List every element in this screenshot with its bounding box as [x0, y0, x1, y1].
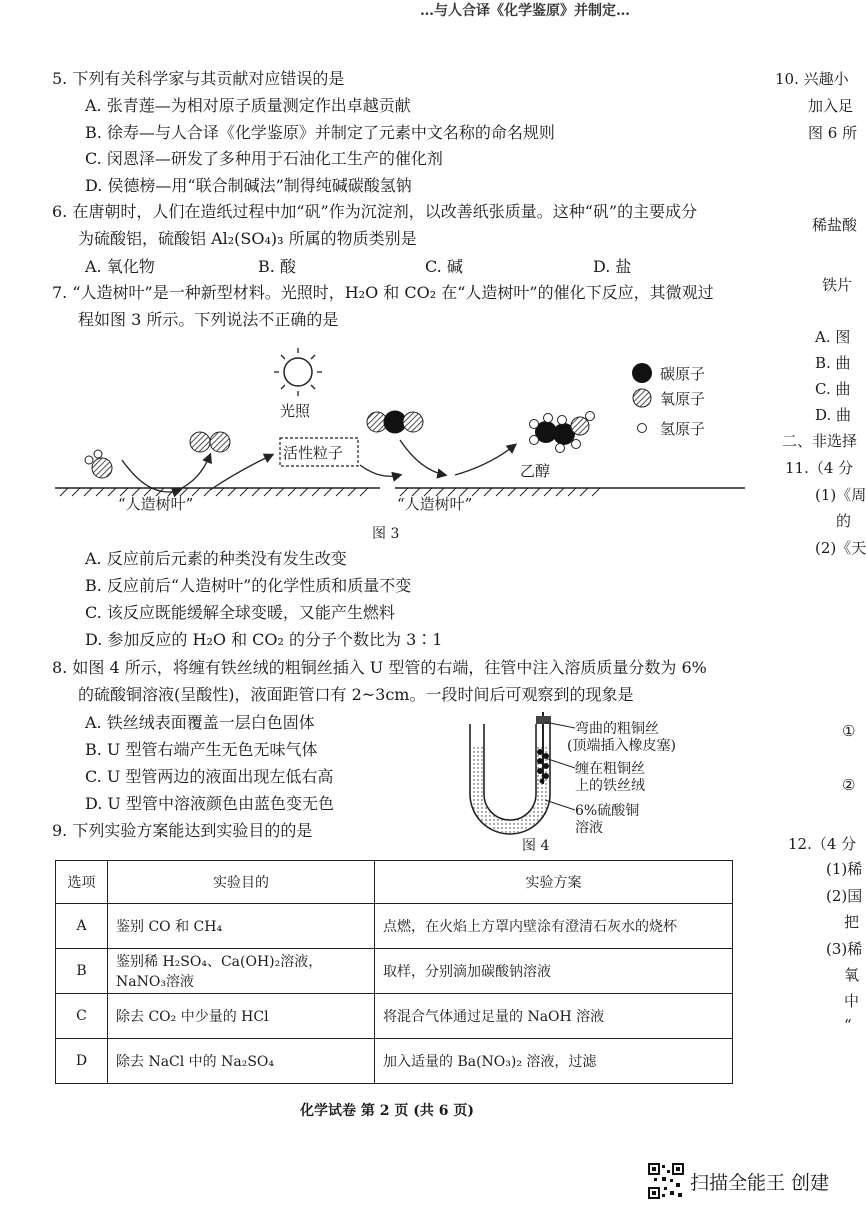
table-cell-purpose: 鉴别稀 H₂SO₄、Ca(OH)₂溶液，NaNO₃溶液 — [108, 949, 375, 994]
table-cell-option: D — [56, 1039, 108, 1084]
q7-option-b: B. 反应前后“人造树叶”的化学性质和质量不变 — [85, 576, 412, 595]
table-cell-plan: 点燃，在火焰上方罩内壁涂有澄清石灰水的烧杯 — [375, 904, 733, 949]
table-cell-purpose: 除去 CO₂ 中少量的 HCl — [108, 994, 375, 1039]
light-label: 光照 — [280, 402, 311, 420]
q8-option-d: D. U 型管中溶液颜色由蓝色变无色 — [85, 794, 335, 813]
q5-option-c: C. 闵恩泽—研发了多种用于石油化工生产的催化剂 — [85, 149, 443, 168]
table-header-option: 选项 — [56, 861, 108, 904]
table-cell-option: A — [56, 904, 108, 949]
q6-option-c: C. 碱 — [425, 257, 463, 276]
table-cell-plan: 加入适量的 Ba(NO₃)₂ 溶液，过滤 — [375, 1039, 733, 1084]
header-fragment: …与人合译《化学鉴原》并制定… — [420, 3, 630, 19]
q10-fragment-3: 图 6 所 — [808, 124, 858, 142]
q11-1b-fragment: 的 — [836, 512, 852, 530]
fig4-label-wool-1: 缠在粗铜丝 — [575, 761, 645, 777]
q8-option-c: C. U 型管两边的液面出现左低右高 — [85, 767, 334, 786]
fig4-label-copper-1: 弯曲的粗铜丝 — [575, 721, 659, 737]
circled-1-fragment: ① — [842, 722, 856, 740]
table-cell-purpose: 除去 NaCl 中的 Na₂SO₄ — [108, 1039, 375, 1084]
q5-option-b: B. 徐寿—与人合译《化学鉴原》并制定了元素中文名称的命名规则 — [85, 123, 555, 142]
q12-3-fragment: (3)稀 — [826, 940, 863, 958]
q10-option-d-fragment: D. 曲 — [815, 406, 852, 424]
fig4-label-wool-2: 上的铁丝绒 — [575, 778, 645, 794]
q6-option-a: A. 氧化物 — [85, 257, 155, 276]
q12-3c-fragment: 中 — [844, 992, 860, 1010]
q6-option-d: D. 盐 — [593, 257, 632, 276]
question-8-stem-1: 8. 如图 4 所示，将缠有铁丝绒的粗铜丝插入 U 型管的右端，往管中注入溶质质量分数为 6% — [52, 658, 707, 677]
q7-option-c: C. 该反应既能缓解全球变暖，又能产生燃料 — [85, 603, 395, 622]
question-9-stem: 9. 下列实验方案能达到实验目的的是 — [52, 821, 313, 840]
q12-3b-fragment: 氧 — [844, 966, 860, 984]
q5-option-a: A. 张青莲—为相对原子质量测定作出卓越贡献 — [85, 96, 411, 115]
q12-fragment: 12.（4 分 — [788, 835, 857, 853]
q10-option-b-fragment: B. 曲 — [815, 354, 851, 372]
figure-3-caption: 图 3 — [372, 526, 400, 542]
q10-fragment-1: 10. 兴趣小 — [775, 70, 849, 88]
table-header-purpose: 实验目的 — [108, 861, 375, 904]
question-7-stem-2: 程如图 3 所示。下列说法不正确的是 — [78, 310, 339, 329]
legend-hydrogen: 氢原子 — [660, 420, 706, 438]
leaf-label-left: “人造树叶” — [118, 495, 194, 513]
circled-2-fragment: ② — [842, 776, 856, 794]
fig4-label-solution-2: 溶液 — [575, 820, 603, 836]
table-row — [56, 949, 733, 994]
q11-fragment: 11.（4 分 — [785, 459, 854, 477]
table-cell-option: B — [56, 949, 108, 994]
ethanol-molecule — [530, 412, 595, 453]
q11-2-fragment: (2)《天 — [815, 539, 866, 557]
figure-4-leader-lines — [545, 720, 577, 830]
qr-code-icon — [648, 1163, 684, 1199]
q12-3d-fragment: “ — [844, 1016, 852, 1034]
question-6-stem-2: 为硫酸铝，硫酸铝 Al₂(SO₄)₃ 所属的物质类别是 — [78, 229, 417, 248]
q5-option-d: D. 侯德榜—用“联合制碱法”制得纯碱碳酸氢钠 — [85, 176, 412, 195]
table-header-row — [56, 861, 733, 904]
water-molecule — [85, 450, 112, 478]
figure-3-diagram — [50, 340, 750, 515]
table-row — [56, 994, 733, 1039]
leaf-label-right: “人造树叶” — [397, 495, 473, 513]
table-cell-option: C — [56, 994, 108, 1039]
legend-carbon: 碳原子 — [660, 365, 706, 383]
q7-option-d: D. 参加反应的 H₂O 和 CO₂ 的分子个数比为 3∶1 — [85, 630, 443, 649]
q10-option-a-fragment: A. 图 — [815, 328, 851, 346]
q8-option-b: B. U 型管右端产生无色无味气体 — [85, 740, 318, 759]
sun-icon — [274, 348, 322, 396]
carbon-legend-icon — [632, 363, 652, 383]
oxygen-molecule — [190, 432, 230, 452]
q8-option-a: A. 铁丝绒表面覆盖一层白色固体 — [85, 713, 315, 732]
oxygen-legend-icon — [633, 389, 651, 407]
table-cell-plan: 取样，分别滴加碳酸钠溶液 — [375, 949, 733, 994]
q7-option-a: A. 反应前后元素的种类没有发生改变 — [85, 549, 347, 568]
table-header-plan: 实验方案 — [375, 861, 733, 904]
question-6-stem-1: 6. 在唐朝时，人们在造纸过程中加“矾”作为沉淀剂，以改善纸张质量。这种“矾”的主要成分 — [52, 202, 698, 221]
page-footer: 化学试卷 第 2 页 (共 6 页) — [300, 1103, 474, 1119]
table-row — [56, 1039, 733, 1084]
table-row — [56, 904, 733, 949]
q6-option-b: B. 酸 — [258, 257, 296, 276]
table-cell-purpose: 鉴别 CO 和 CH₄ — [108, 904, 375, 949]
q11-1-fragment: (1)《周 — [815, 486, 866, 504]
q12-1-fragment: (1)稀 — [826, 860, 863, 878]
section-2-fragment: 二、非选择 — [782, 432, 858, 450]
figure-4-caption: 图 4 — [522, 838, 550, 854]
q12-2-fragment: (2)国 — [826, 887, 863, 905]
question-7-stem-1: 7. “人造树叶”是一种新型材料。光照时，H₂O 和 CO₂ 在“人造树叶”的催化下反应，其微观过 — [52, 283, 714, 302]
scanner-watermark: 扫描全能王 创建 — [690, 1172, 830, 1194]
q10-option-c-fragment: C. 曲 — [815, 380, 851, 398]
fig4-label-copper-2: (顶端插入橡皮塞) — [567, 738, 676, 754]
q12-2b-fragment: 把 — [844, 913, 860, 931]
legend-oxygen: 氧原子 — [660, 390, 706, 408]
co2-molecule — [367, 411, 423, 433]
question-8-stem-2: 的硫酸铜溶液(呈酸性)，液面距管口有 2~3cm。一段时间后可观察到的现象是 — [78, 685, 634, 704]
iron-label-fragment: 铁片 — [822, 276, 853, 294]
q10-fragment-2: 加入足 — [808, 97, 854, 115]
experiment-table — [55, 860, 733, 1084]
fig4-label-solution-1: 6%硫酸铜 — [575, 803, 640, 819]
acid-label-fragment: 稀盐酸 — [812, 216, 858, 234]
active-particle-label: 活性粒子 — [283, 444, 344, 462]
table-cell-plan: 将混合气体通过足量的 NaOH 溶液 — [375, 994, 733, 1039]
ethanol-label: 乙醇 — [520, 462, 551, 480]
hydrogen-legend-icon — [638, 424, 647, 433]
question-5-stem: 5. 下列有关科学家与其贡献对应错误的是 — [52, 69, 345, 88]
